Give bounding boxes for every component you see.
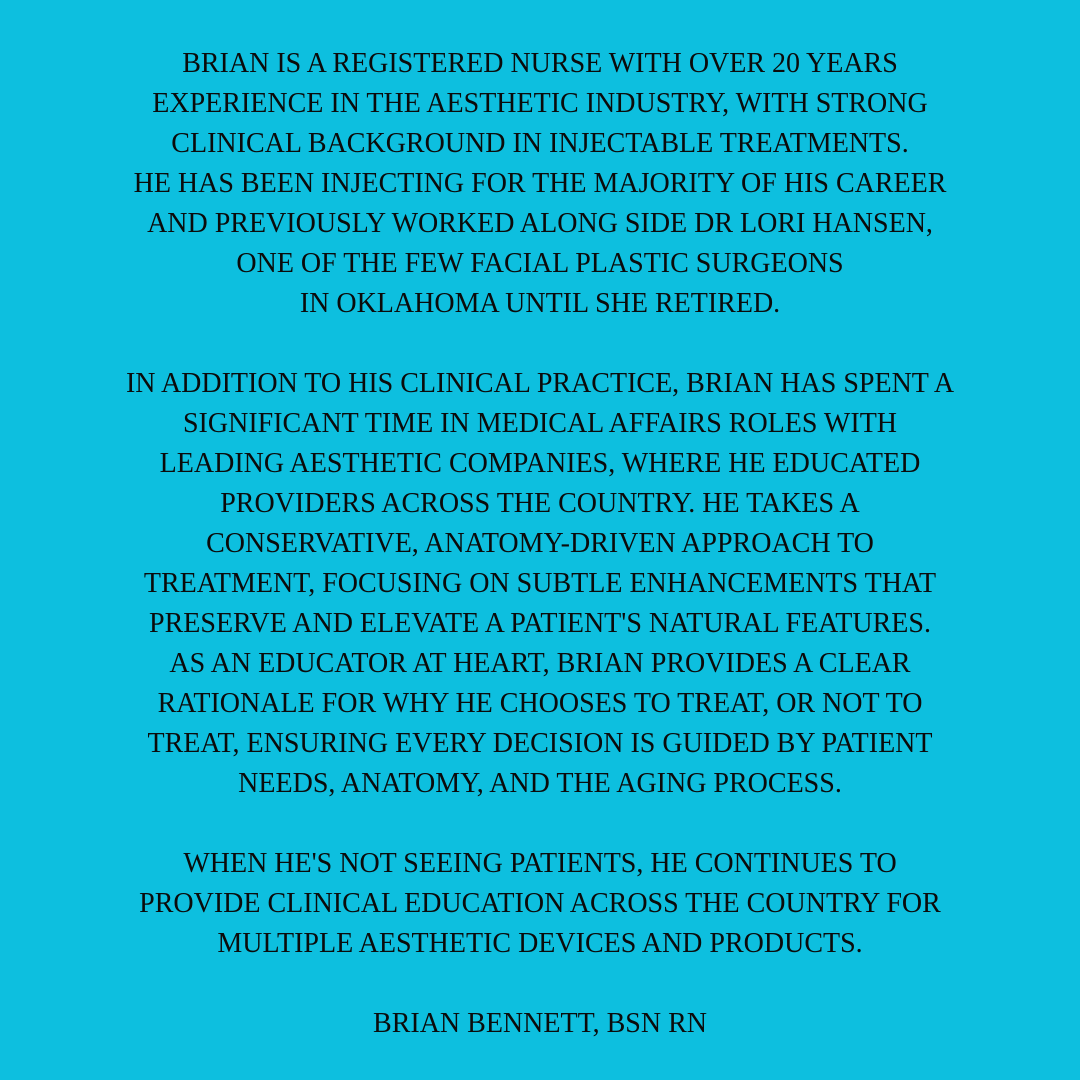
bio-paragraph-3 [0,844,1080,964]
signature [0,1004,1080,1044]
bio-line: LEADING AESTHETIC COMPANIES, WHERE HE EDUCATED [159,448,921,479]
signature-name: BRIAN BENNETT, BSN RN [373,1008,707,1039]
bio-line: EXPERIENCE IN THE AESTHETIC INDUSTRY, WITH STRONG [152,88,928,119]
bio-line: ONE OF THE FEW FACIAL PLASTIC SURGEONS [236,248,844,279]
bio-paragraph-2 [0,364,1080,804]
bio-line: CLINICAL BACKGROUND IN INJECTABLE TREATMENTS. [171,128,909,159]
bio-line: NEEDS, ANATOMY, AND THE AGING PROCESS. [238,768,842,799]
bio-line: IN OKLAHOMA UNTIL SHE RETIRED. [299,288,781,319]
bio-line: RATIONALE FOR WHY HE CHOOSES TO TREAT, OR NOT TO [157,688,923,719]
bio-line: SIGNIFICANT TIME IN MEDICAL AFFAIRS ROLES WITH [182,408,898,439]
bio-line: HE HAS BEEN INJECTING FOR THE MAJORITY OF HIS CAREER [133,168,947,199]
bio-line: TREATMENT, FOCUSING ON SUBTLE ENHANCEMENTS THAT [143,568,937,599]
bio-line: BRIAN IS A REGISTERED NURSE WITH OVER 20 YEARS [182,48,898,79]
bio-line: PROVIDE CLINICAL EDUCATION ACROSS THE COUNTRY FOR [139,888,941,919]
bio-line: PROVIDERS ACROSS THE COUNTRY. HE TAKES A [220,488,860,519]
bio-line: CONSERVATIVE, ANATOMY-DRIVEN APPROACH TO [206,528,874,559]
bio-line: MULTIPLE AESTHETIC DEVICES AND PRODUCTS. [217,928,863,959]
bio-line: WHEN HE'S NOT SEEING PATIENTS, HE CONTINUES TO [183,848,897,879]
bio-line: AND PREVIOUSLY WORKED ALONG SIDE DR LORI HANSEN, [147,208,933,239]
bio-paragraph-1 [0,44,1080,324]
bio-line: TREAT, ENSURING EVERY DECISION IS GUIDED BY PATIENT [147,728,933,759]
bio-line: PRESERVE AND ELEVATE A PATIENT'S NATURAL FEATURES. [149,608,931,639]
bio-line: IN ADDITION TO HIS CLINICAL PRACTICE, BRIAN HAS SPENT A [125,368,955,399]
bio-line: AS AN EDUCATOR AT HEART, BRIAN PROVIDES A CLEAR [169,648,911,679]
